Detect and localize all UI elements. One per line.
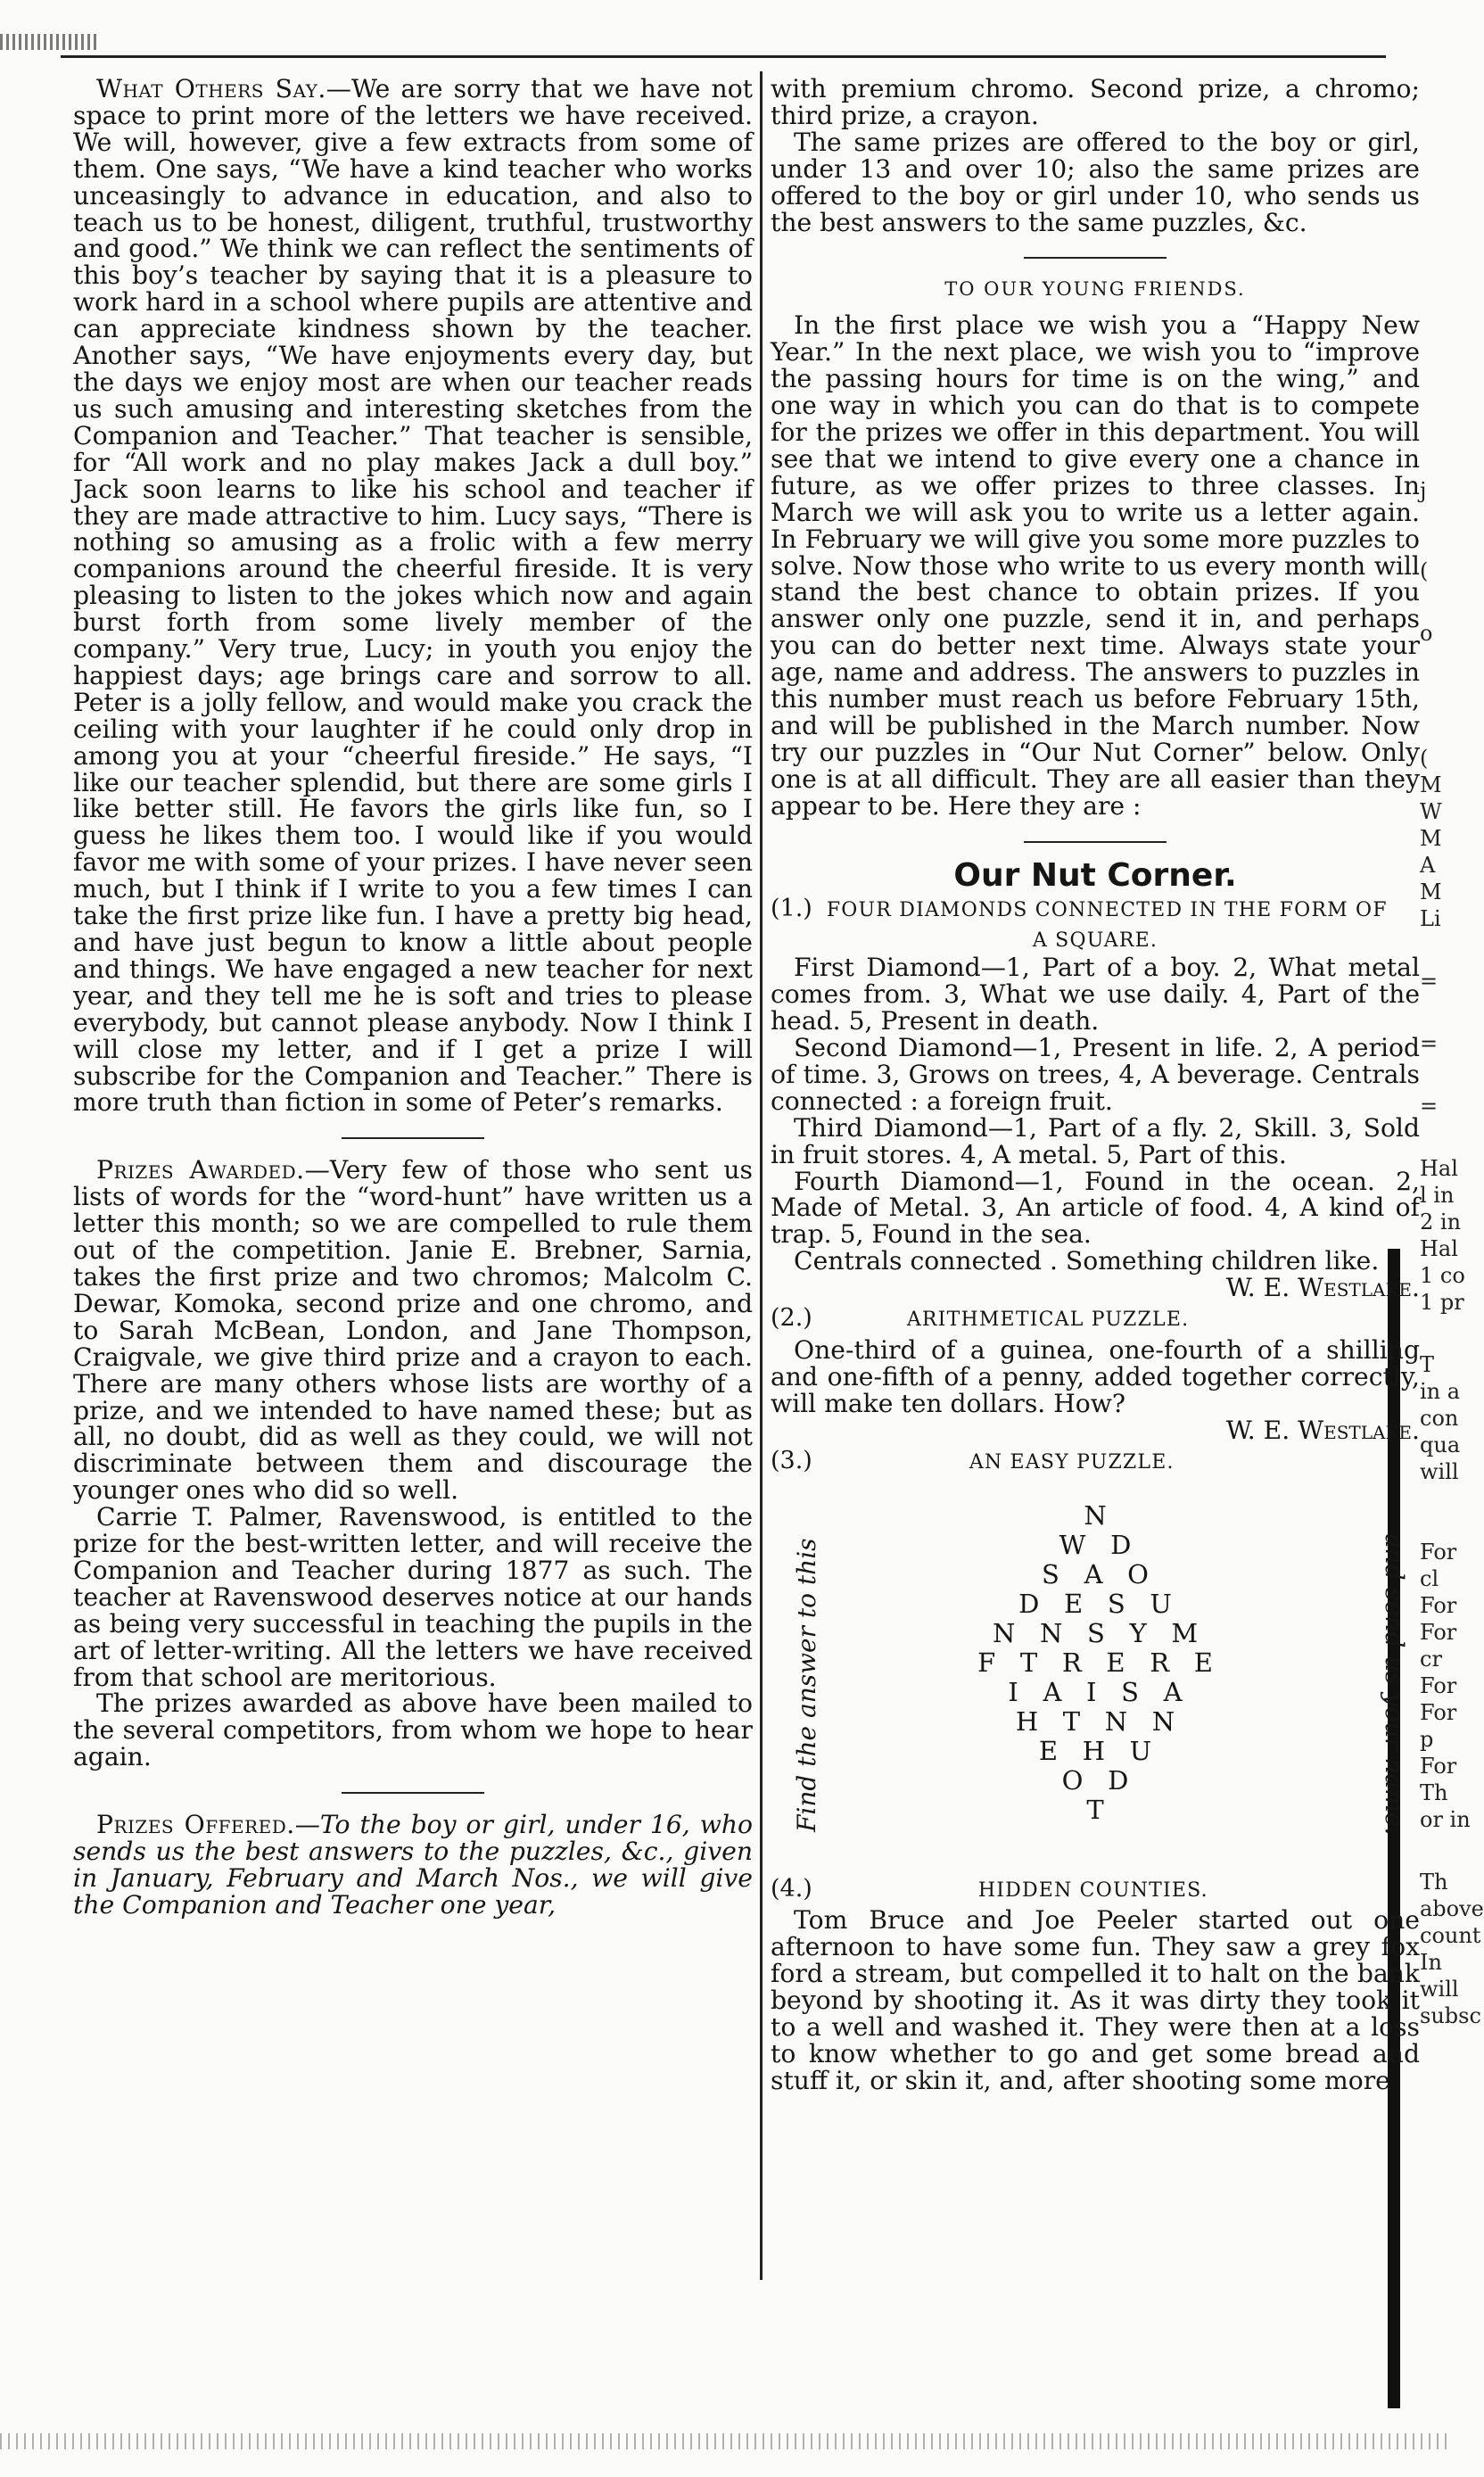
section-heading: Prizes Awarded. — [96, 1155, 305, 1185]
nut-corner-title: Our Nut Corner. — [953, 856, 1237, 894]
puzzle-1-line: First Diamond—1, Part of a boy. 2, What metal comes from. 3, What we use daily. 4, Part of the head. 5, Present in death. — [771, 953, 1420, 1036]
vertical-caption-right: and send us your name. — [1380, 1533, 1409, 1836]
edge-fragment: cr — [1420, 1647, 1442, 1672]
puzzle-4-heading: (4.) HIDDEN COUNTIES. — [771, 1874, 1208, 1903]
column-divider — [760, 71, 763, 2280]
puzzle-2-heading: (2.) ARITHMETICAL PUZZLE. — [771, 1304, 1190, 1333]
edge-fragment: in a — [1420, 1379, 1461, 1404]
edge-fragment: Th — [1420, 1870, 1448, 1895]
edge-fragment: will — [1420, 1459, 1459, 1484]
edge-fragment: For — [1420, 1700, 1457, 1725]
section-heading: Prizes Offered. — [96, 1810, 295, 1840]
puzzle-4-text: Tom Bruce and Joe Peeler started out one afternoon to have some fun. They saw a grey fox ford a stream, but compelled it to halt on the bank beyond by shooting it. As it was dirty they took it to a well and washed it. They were then at a loss to know whether to go and get some bread and stuff it, or skin it, and, after shooting some more — [771, 1905, 1420, 2095]
diamond-row: O D — [1061, 1764, 1129, 1796]
edge-fragment: Hal — [1420, 1236, 1458, 1261]
puzzle-1-subheading: A SQUARE. — [1032, 929, 1158, 953]
edge-fragment: Hal — [1420, 1156, 1458, 1181]
edge-fragment: will — [1420, 1977, 1459, 2002]
edge-fragment: For — [1420, 1620, 1457, 1645]
puzzle-2-text: One-third of a guinea, one-fourth of a shilling and one-fifth of a penny, added together correctly, will make ten dollars. How? — [771, 1334, 1420, 1418]
edge-fragment: 1 co — [1420, 1263, 1465, 1288]
edge-fragment: qua — [1420, 1433, 1461, 1457]
diamond-row: F T R E R E — [977, 1647, 1213, 1678]
diamond-row: T — [1086, 1794, 1104, 1825]
edge-fragment: For — [1420, 1593, 1457, 1618]
prizes-awarded-paragraph: Prizes Awarded.—Very few of those who sent us lists of words for the “word-hunt” have written us a letter this month; so we are compelled to rule them out of the competition. Janie E. Brebner, Sarnia, takes the first prize and two chromos; Malcolm C. Dewar, Komoka, second prize and one chromo, and to Sarah McBean, London, and Jane Thompson, Craigvale, we give third prize and a crayon to each. There are many others whose lists are worthy of a prize, and we intended to have named these; but as all, no doubt, did as well as they could, we will not discriminate between them and discourage the younger ones who did so well. — [73, 1155, 753, 1506]
right-column — [771, 76, 1420, 2377]
vertical-caption-left: Find the answer to this — [792, 1537, 821, 1832]
what-others-say-paragraph: What Others Say.—We are sorry that we have not space to print more of the letters we have received. We will, however, give a few extracts from some of them. One says, “We have a kind teacher who works unceasingly to advance in education, and also to teach us to be honest, diligent, truthful, trustworthy and good.” We think we can reflect the sentiments of this boy’s teacher by saying that it is a pleasure to work hard in a school where pupils are attentive and can appreciate kindness shown by the teacher. Another says, “We have enjoyments every day, but the days we enjoy most are when our teacher reads us such amusing and interesting sketches from the Companion and Teacher.” That teacher is sensible, for “All work and no play makes Jack a dull boy.” Jack soon learns to like his school and teacher if they are made attractive to him. Lucy says, “There is nothing so amusing as a frolic with a few merry companions around the cheerful fireside. It is very pleasing to listen to the jokes which now and again burst forth from some lively member of the company.” Very true, Lucy; in youth you enjoy the happiest days; age brings care and sorrow to all. Peter is a jolly fellow, and would make you crack the ceiling with your laughter if he could only drop in among you at your “cheerful fireside.” He says, “I like our teacher splendid, but there are some girls I like better still. He favors the girls like fun, so I guess he likes them too. I would like if you would favor me with some of your prizes. I have never seen much, but I think if I write to you a few times I can take the first prize like fun. I have a pretty big head, and have just begun to know a little about people and things. We have engaged a new teacher for next year, and they tell me he is soft and tries to please everybody, but cannot please anybody. Now I think I will close my letter, and if I get a prize I will subscribe for the Companion and Teacher.” There is more truth than fiction in some of Peter’s remarks. — [73, 74, 753, 1118]
edge-fragment: ( — [1420, 746, 1429, 771]
young-friends-paragraph: In the first place we wish you a “Happy New Year.” In the next place, we wish you to “improve the passing hours for time is on the wing,” and one way in which you can do that is to compete for the prizes we offer in this department. You will see that we intend to give every one a chance in future, as we offer prizes to three classes. In March we will ask you to write us a letter again. In February we will give you some more puzzles to solve. Now those who write to us every month will stand the best chance to obtain prizes. If you answer only one puzzle, send it in, and perhaps you can do better next time. Always state your age, name and address. The answers to puzzles in this number must reach us before February 15th, and will be published in the March number. Now try our puzzles in “Our Nut Corner” below. Only one is at all difficult. They are all easier than they appear to be. Here they are : — [771, 310, 1420, 821]
diamond-row: I A I S A — [1008, 1676, 1183, 1707]
edge-fragment: l in — [1420, 1183, 1455, 1208]
edge-fragment: For — [1420, 1673, 1457, 1698]
edge-fragment: count — [1420, 1923, 1481, 1948]
separator — [342, 1137, 484, 1139]
edge-fragment: M — [1420, 826, 1442, 851]
puzzle-1-signature: W. E. Westlake. — [1225, 1273, 1420, 1303]
edge-fragment: = — [1420, 1094, 1439, 1119]
diamond-row: N — [1084, 1499, 1107, 1531]
puzzle-1-line: Centrals connected . Something children like. — [794, 1246, 1380, 1276]
diamond-row: N N S Y M — [992, 1617, 1199, 1648]
diamond-row: W D — [1059, 1529, 1132, 1560]
palmer-paragraph: Carrie T. Palmer, Ravenswood, is entitled to the prize for the best-written letter, and will receive the Companion and Teacher during 1877 as such. The teacher at Ravenswood deserves notice at our hands as being very successful in teaching the pupils in the art of letter-writing. All the letters we have received from that school are meritorious. — [73, 1502, 753, 1692]
edge-fragment: ( — [1420, 558, 1429, 583]
letter-diamond-puzzle — [771, 1480, 1420, 1872]
edge-fragment: T — [1420, 1352, 1435, 1377]
edge-fragment: j — [1420, 478, 1427, 503]
edge-fragment: In — [1420, 1950, 1442, 1975]
left-column — [73, 76, 753, 1919]
letter-diamond — [842, 1501, 1348, 1825]
edge-fragment: For — [1420, 1540, 1457, 1565]
puzzle-3-heading: (3.) AN EASY PUZZLE. — [771, 1446, 1175, 1474]
edge-fragment: Th — [1420, 1780, 1448, 1805]
top-rule — [61, 55, 1386, 58]
puzzle-1-heading: (1.) FOUR DIAMONDS CONNECTED IN THE FORM OF — [771, 895, 1388, 923]
edge-fragment: M — [1420, 879, 1442, 904]
puzzle-2-signature: W. E. Westlake. — [1225, 1415, 1420, 1445]
edge-fragment: = — [1420, 1031, 1439, 1056]
separator — [342, 1792, 484, 1794]
edge-fragment: subsc — [1420, 2003, 1481, 2028]
section-heading: What Others Say. — [96, 74, 326, 103]
edge-fragment: o — [1420, 621, 1433, 646]
print-smudge — [0, 34, 98, 50]
edge-fragment: For — [1420, 1754, 1457, 1779]
edge-fragment: 1 pr — [1420, 1290, 1464, 1315]
puzzle-1-line: Fourth Diamond—1, Found in the ocean. 2, Made of Metal. 3, An article of food. 4, A kind of trap. 5, Found in the sea. — [771, 1166, 1420, 1250]
puzzle-1-line: Second Diamond—1, Present in life. 2, A period of time. 3, Grows on trees, 4, A beverage. Centrals connected : a foreign fruit. — [771, 1033, 1420, 1116]
diamond-row: D E S U — [1018, 1588, 1172, 1619]
print-smudge — [0, 2433, 1452, 2449]
mailed-paragraph: The prizes awarded as above have been mailed to the several competitors, from whom we hope to hear again. — [73, 1688, 753, 1772]
same-prizes-paragraph: The same prizes are offered to the boy or girl, under 13 and over 10; also the same prizes are offered to the boy or girl under 10, who sends us the best answers to the same puzzles, &c. — [771, 127, 1420, 237]
edge-fragment: M — [1420, 772, 1442, 797]
puzzle-1-line: Third Diamond—1, Part of a fly. 2, Skill. 3, Sold in fruit stores. 4, A metal. 5, Part of this. — [771, 1112, 1420, 1169]
edge-fragment: Li — [1420, 906, 1441, 931]
edge-fragment: or in — [1420, 1807, 1471, 1832]
diamond-row: H T N N — [1015, 1705, 1175, 1737]
edge-fragment: con — [1420, 1406, 1459, 1431]
adjacent-page-fragments — [1420, 76, 1484, 2377]
diamond-row: S A O — [1042, 1558, 1149, 1589]
separator — [1024, 257, 1167, 259]
diamond-row: E H U — [1038, 1735, 1152, 1766]
edge-fragment: W — [1420, 799, 1442, 824]
separator — [1024, 841, 1167, 843]
edge-fragment: 2 in — [1420, 1210, 1462, 1234]
young-friends-heading: TO OUR YOUNG FRIENDS. — [944, 278, 1246, 301]
prizes-offered-paragraph: Prizes Offered.—To the boy or girl, under 16, who sends us the best answers to the puzzles, &c., given in January, February and March Nos., we will give the Companion and Teacher one year, — [73, 1810, 753, 1920]
edge-fragment: p — [1420, 1727, 1434, 1752]
continued-text: with premium chromo. Second prize, a chromo; third prize, a crayon. — [771, 74, 1420, 130]
edge-fragment: A — [1420, 853, 1436, 878]
edge-fragment: cl — [1420, 1566, 1439, 1591]
edge-fragment: = — [1420, 969, 1439, 994]
edge-fragment: above — [1420, 1896, 1484, 1921]
